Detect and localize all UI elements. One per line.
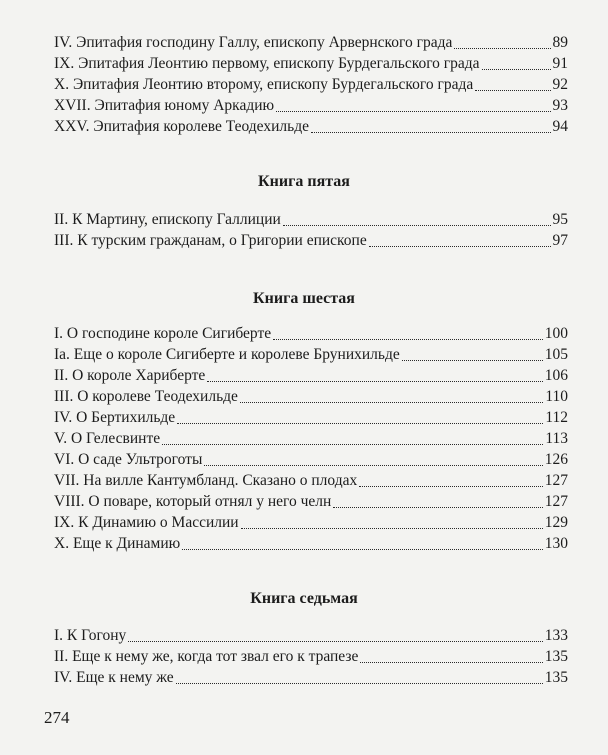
toc-entry-page: 130 bbox=[544, 535, 568, 552]
toc-entry-title: II. О короле Хариберте bbox=[54, 367, 206, 384]
page-number: 274 bbox=[44, 708, 70, 727]
toc-entry bbox=[54, 409, 568, 427]
toc-entry-title: XXV. Эпитафия королеве Теодехильде bbox=[54, 118, 309, 135]
toc-entry bbox=[54, 669, 568, 687]
toc-entry bbox=[54, 627, 568, 645]
toc-entry-page: 91 bbox=[552, 55, 568, 72]
toc-entry-page: 135 bbox=[544, 648, 568, 665]
toc-entry-title: IV. Эпитафия господину Галлу, епископу Арвернского града bbox=[54, 34, 453, 51]
toc-entry bbox=[54, 232, 568, 250]
dot-leader bbox=[359, 486, 543, 487]
dot-leader bbox=[207, 381, 542, 382]
toc-entry-title: VII. На вилле Кантумбланд. Сказано о плодах bbox=[54, 472, 358, 489]
toc-entry-title: II. Еще к нему же, когда тот звал его к трапезе bbox=[54, 648, 359, 665]
toc-entry-page: 105 bbox=[544, 346, 568, 363]
dot-leader bbox=[273, 339, 543, 340]
toc-entry bbox=[54, 34, 568, 52]
toc-entry-page: 113 bbox=[545, 430, 568, 447]
toc-entry-page: 106 bbox=[544, 367, 568, 384]
section-heading: Книга седьмая bbox=[250, 590, 358, 607]
toc-entry-page: 92 bbox=[552, 76, 568, 93]
toc-entry-title: VI. О саде Ультроготы bbox=[54, 451, 203, 468]
toc-entry bbox=[54, 118, 568, 136]
toc-entry-page: 110 bbox=[545, 388, 568, 405]
dot-leader bbox=[283, 225, 551, 226]
toc-entry-page: 95 bbox=[552, 211, 568, 228]
dot-leader bbox=[402, 360, 543, 361]
toc-entry-title: IX. К Динамию о Массилии bbox=[54, 514, 239, 531]
toc-entry bbox=[54, 367, 568, 385]
toc-entry-page: 129 bbox=[544, 514, 568, 531]
toc-entry-title: X. Еще к Динамию bbox=[54, 535, 181, 552]
dot-leader bbox=[482, 69, 551, 70]
toc-entry-page: 135 bbox=[544, 669, 568, 686]
section-heading: Книга пятая bbox=[258, 173, 350, 190]
dot-leader bbox=[475, 90, 550, 91]
toc-entry-page: 93 bbox=[552, 97, 568, 114]
toc-entry bbox=[54, 514, 568, 532]
toc-entry bbox=[54, 55, 568, 73]
toc-entry bbox=[54, 535, 568, 553]
toc-entry-title: XVII. Эпитафия юному Аркадию bbox=[54, 97, 275, 114]
toc-entry bbox=[54, 76, 568, 94]
toc-entry-title: X. Эпитафия Леонтию второму, епископу Бурдегальского града bbox=[54, 76, 474, 93]
toc-entry bbox=[54, 97, 568, 115]
toc-entry-page: 94 bbox=[552, 118, 568, 135]
toc-entry-title: VIII. О поваре, который отнял у него челн bbox=[54, 493, 332, 510]
toc-entry-page: 127 bbox=[544, 493, 568, 510]
toc-entry-title: II. К Мартину, епископу Галлиции bbox=[54, 211, 281, 228]
toc-entry-page: 126 bbox=[544, 451, 568, 468]
toc-entry bbox=[54, 430, 568, 448]
toc-entry-title: IX. Эпитафия Леонтию первому, епископу Бурдегальского града bbox=[54, 55, 480, 72]
toc-entry bbox=[54, 211, 568, 229]
toc-entry-page: 100 bbox=[544, 325, 568, 342]
toc-entry-title: IV. О Бертихильде bbox=[54, 409, 176, 426]
toc-entry bbox=[54, 346, 568, 364]
toc-entry-title: I. О господине короле Сигиберте bbox=[54, 325, 272, 342]
toc-entry bbox=[54, 451, 568, 469]
dot-leader bbox=[311, 132, 551, 133]
toc-entry-page: 127 bbox=[544, 472, 568, 489]
dot-leader bbox=[276, 111, 550, 112]
toc-entry-title: IV. Еще к нему же bbox=[54, 669, 174, 686]
dot-leader bbox=[128, 641, 543, 642]
dot-leader bbox=[162, 444, 543, 445]
dot-leader bbox=[240, 402, 543, 403]
toc-entry bbox=[54, 325, 568, 343]
section-heading: Книга шестая bbox=[253, 290, 355, 307]
toc-entry-title: III. О королеве Теодехильде bbox=[54, 388, 238, 405]
toc-entry-page: 97 bbox=[552, 232, 568, 249]
toc-entry-title: III. К турским гражданам, о Григории епископе bbox=[54, 232, 367, 249]
toc-entry bbox=[54, 388, 568, 406]
toc-entry bbox=[54, 472, 568, 490]
toc-entry-page: 133 bbox=[544, 627, 568, 644]
toc-entry bbox=[54, 648, 568, 666]
dot-leader bbox=[204, 465, 542, 466]
dot-leader bbox=[177, 423, 543, 424]
dot-leader bbox=[369, 246, 551, 247]
dot-leader bbox=[360, 662, 542, 663]
toc-entry-page: 112 bbox=[545, 409, 568, 426]
toc-entry-title: V. О Гелесвинте bbox=[54, 430, 161, 447]
dot-leader bbox=[176, 683, 543, 684]
dot-leader bbox=[241, 528, 543, 529]
dot-leader bbox=[182, 549, 543, 550]
dot-leader bbox=[333, 507, 542, 508]
toc-entry-page: 89 bbox=[552, 34, 568, 51]
dot-leader bbox=[454, 48, 550, 49]
toc-entry bbox=[54, 493, 568, 511]
toc-entry-title: Ia. Еще о короле Сигиберте и королеве Брунихильде bbox=[54, 346, 400, 363]
toc-entry-title: I. К Гогону bbox=[54, 627, 127, 644]
